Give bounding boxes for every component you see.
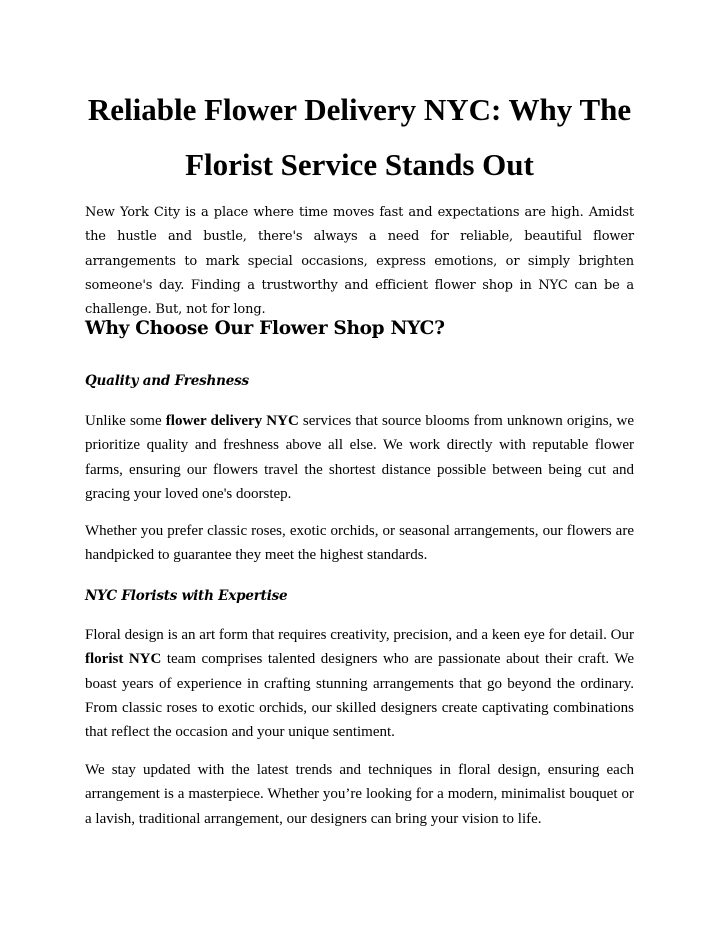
expertise-paragraph-1 xyxy=(85,623,634,744)
expertise-p1-text-before: Floral design is an art form that requires creativity, precision, and a keen eye for detail. Our xyxy=(85,627,634,643)
expertise-paragraph-2-block xyxy=(85,758,634,831)
intro-paragraph: New York City is a place where time moves fast and expectations are high. Amidst the hustle and bustle, there's always a need for reliable, beautiful flower arrangements to mark special occasions, express emotions, or simply brighten someone's day. Finding a trustworthy and efficient flower shop in NYC can be a challenge. But, not for long. xyxy=(85,205,634,318)
quality-paragraph-2: Whether you prefer classic roses, exotic orchids, or seasonal arrangements, our flowers are handpicked to guarantee they meet the highest standards. xyxy=(85,523,634,564)
quality-paragraph-1 xyxy=(85,409,634,506)
expertise-heading: NYC Florists with Expertise xyxy=(85,588,288,604)
page-title: Reliable Flower Delivery NYC: Why The Florist Service Stands Out xyxy=(87,92,632,182)
quality-p1-text-before: Unlike some xyxy=(85,413,166,429)
expertise-paragraph-1-block xyxy=(85,623,634,744)
quality-paragraph-1-block xyxy=(85,409,634,506)
florist-nyc-keyword: florist NYC xyxy=(85,651,162,668)
flower-delivery-nyc-keyword: flower delivery NYC xyxy=(165,413,299,429)
quality-heading: Quality and Freshness xyxy=(85,373,249,389)
section-heading: Why Choose Our Flower Shop NYC? xyxy=(85,318,445,339)
intro-paragraph-block xyxy=(85,201,634,322)
expertise-paragraph-2: We stay updated with the latest trends and techniques in floral design, ensuring each arrangement is a masterpiece. Whether you’re looking for a modern, minimalist bouquet or a lavish, traditional arrangement, our designers can bring your vision to life. xyxy=(85,762,634,827)
quality-p1-text-after: services that source blooms from unknown origins, we prioritize quality and freshness above all else. We work directly with reputable flower farms, ensuring our flowers travel the shortest distance possible between being cut and gracing your loved one's doorstep. xyxy=(85,413,634,502)
quality-paragraph-2-block xyxy=(85,519,634,568)
expertise-p1-text-after: team comprises talented designers who are passionate about their craft. We boast years of experience in crafting stunning arrangements that go beyond the ordinary. From classic roses to exotic orchids, our skilled designers create captivating combinations that reflect the occasion and your unique sentiment. xyxy=(85,651,634,741)
